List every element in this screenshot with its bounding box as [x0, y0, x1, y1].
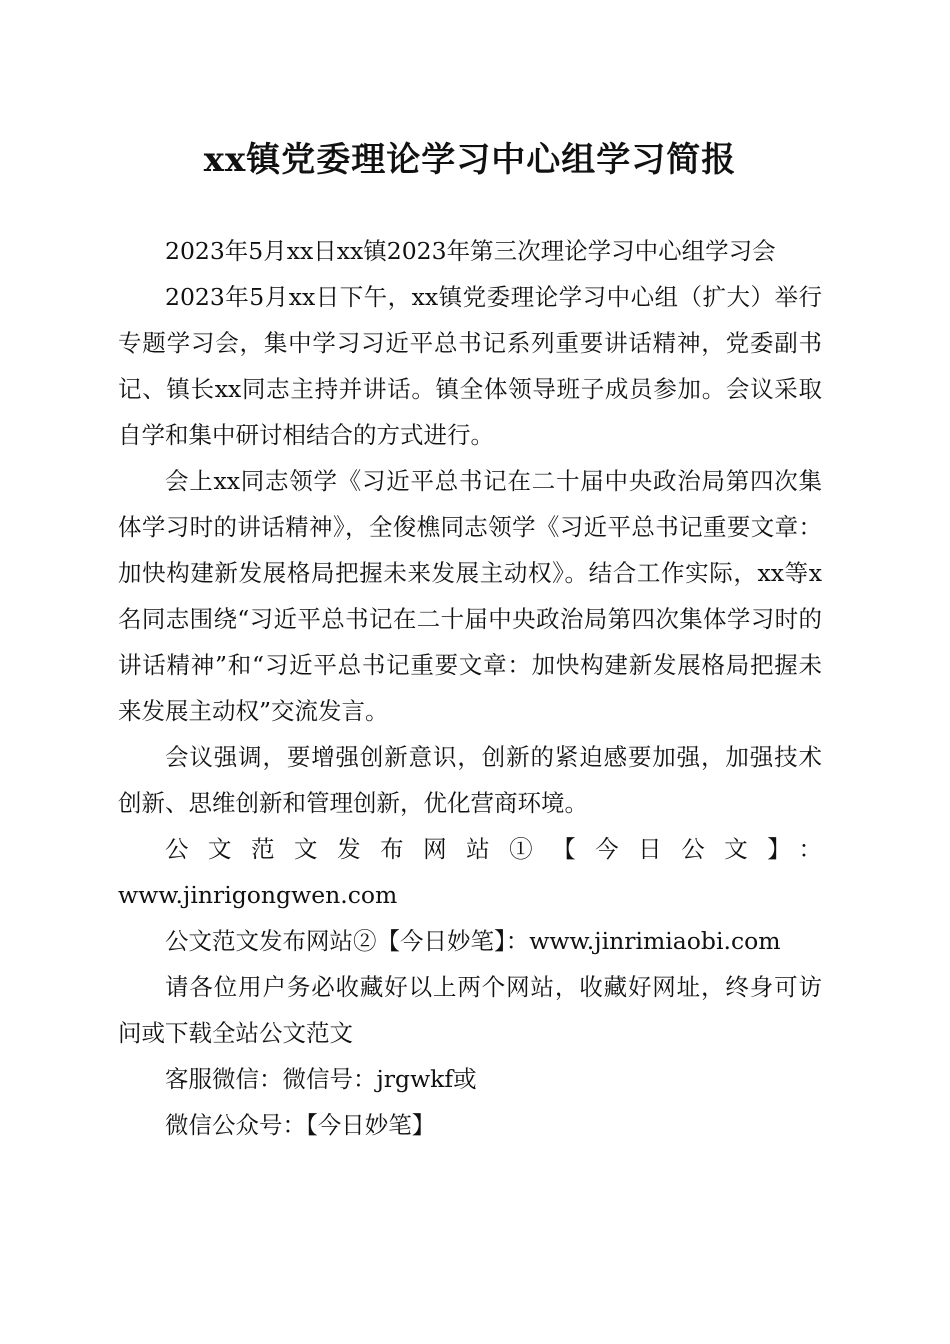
wechat-contact: 客服微信：微信号：jrgwkf或 [165, 1065, 477, 1093]
official-account: 微信公众号：【今日妙笔】 [165, 1111, 436, 1139]
bookmark-notice: 请各位用户务必收藏好以上两个网站，收藏好网址，终身可访问或下载全站公文范文 [118, 973, 822, 1047]
document-body [118, 228, 822, 1148]
site2-line[interactable]: 公文范文发布网站②【今日妙笔】：www.jinrimiaobi.com [165, 927, 781, 955]
paragraph-meeting-emphasis: 会议强调，要增强创新意识，创新的紧迫感要加强，加强技术创新、思维创新和管理创新，优化营商环境。 [118, 743, 822, 817]
site1-url[interactable]: www.jinrigongwen.com [118, 881, 398, 909]
site1-label: 公文范文发布网站①【今日公文】： [165, 835, 822, 863]
paragraph-meeting-summary: 2023年5月xx日下午，xx镇党委理论学习中心组（扩大）举行专题学习会，集中学习习近平总书记系列重要讲话精神，党委副书记、镇长xx同志主持并讲话。镇全体领导班子成员参加。会议采取自学和集中研讨相结合的方式进行。 [118, 283, 822, 449]
paragraph-study-content: 会上xx同志领学《习近平总书记在二十届中央政治局第四次集体学习时的讲话精神》，全俊樵同志领学《习近平总书记重要文章：加快构建新发展格局把握未来发展主动权》。结合工作实际，xx等x名同志围绕“习近平总书记在二十届中央政治局第四次集体学习时的讲话精神”和“习近平总书记重要文章：加快构建新发展格局把握未来发展主动权”交流发言。 [118, 467, 822, 725]
paragraph-meeting-heading: 2023年5月xx日xx镇2023年第三次理论学习中心组学习会 [165, 237, 776, 265]
document-title: xx镇党委理论学习中心组学习简报 [203, 140, 737, 180]
